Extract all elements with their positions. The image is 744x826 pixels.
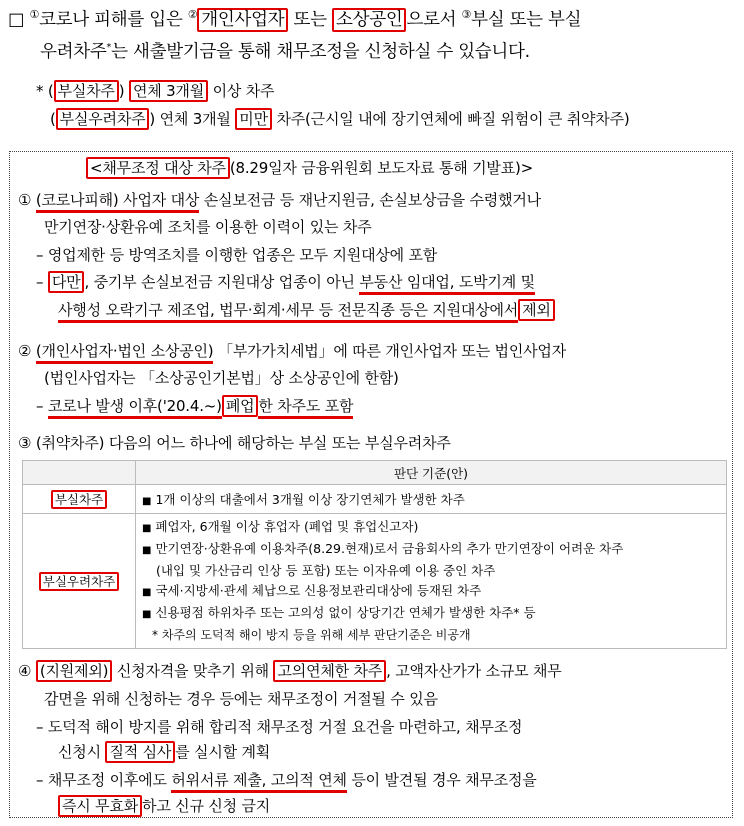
text: 다음의 어느 하나에 해당하는 부실 또는 부실우려차주 [104, 434, 451, 452]
circled-num: ③ [18, 434, 32, 452]
intro-line-1 [8, 6, 581, 31]
table-row [23, 514, 727, 649]
text: 를 실시할 계획 [175, 743, 271, 761]
underline: 한 차주도 포함 [258, 397, 353, 419]
text: 이상 차주 [208, 82, 275, 100]
highlight-box: 폐업 [222, 395, 259, 417]
list-item: (내입 및 가산금리 인상 등 포함) 또는 이자유예 이용 중인 차주 [156, 563, 496, 578]
section-4-line-1 [18, 660, 562, 681]
text: – [36, 273, 48, 291]
text: ) [118, 82, 125, 100]
circled-num: ③ [461, 8, 472, 22]
circled-num: ① [18, 191, 32, 209]
list-item: ■ 1개 이상의 대출에서 3개월 이상 장기연체가 발생한 차주 [142, 492, 465, 507]
row-label-cell [23, 485, 136, 514]
text: 등이 발견될 경우 채무조정을 [346, 771, 537, 789]
highlight-box: 소상공인 [332, 8, 406, 32]
list-item: ■ 만기연장·상환유예 이용차주(8.29.현재)로서 금융회사의 추가 만기연장이 어려운 차주 [142, 539, 720, 561]
highlight-box: <채무조정 대상 차주 [86, 157, 230, 179]
highlight-box: 즉시 무효화 [58, 795, 142, 817]
table-corner [23, 461, 136, 485]
section-4-dash-4 [58, 795, 270, 816]
highlight-box: 부실차주 [51, 490, 107, 509]
row-text-cell [136, 514, 727, 649]
highlight-box: 질적 심사 [105, 741, 175, 763]
highlight-box: 다만 [48, 271, 85, 293]
highlight-box: 개인사업자 [197, 8, 288, 32]
text: 차주(근시일 내에 장기연체에 빠질 위험이 큰 취약차주) [271, 110, 630, 128]
table-row [23, 485, 727, 514]
highlight-box: 부실우려차주 [39, 572, 119, 591]
section-1-dash-1: – 영업제한 등 방역조치를 이행한 업종은 모두 지원대상에 포함 [36, 246, 438, 264]
table-footnote: * 차주의 도덕적 해이 방지 등을 위해 세부 판단기준은 비공개 [152, 628, 471, 642]
text: 부실 또는 부실 [471, 10, 582, 30]
checkbox-glyph: □ [8, 10, 30, 30]
row-text-cell [136, 485, 727, 514]
text: 「부가가치세법」에 따른 개인사업자 또는 법인사업자 [213, 342, 567, 360]
text: 신청시 [58, 743, 106, 761]
section-1-dash-3 [58, 299, 555, 320]
underline: (개인사업자·법인 소상공인) [36, 342, 214, 364]
section-2-line-1 [18, 340, 566, 361]
section-1-line-1 [18, 189, 541, 210]
highlight-box: 제외 [518, 299, 555, 321]
list-item: ■ 국세·지방세·관세 체납으로 신용정보관리대상에 등재된 차주 [142, 581, 720, 603]
section-4-dash-1: – 도덕적 해이 방지를 위해 합리적 채무조정 거절 요건을 마련하고, 채무조정 [36, 718, 523, 736]
circled-num: ④ [18, 662, 32, 680]
text: 으로서 [406, 10, 462, 30]
text: – 채무조정 이후에도 [36, 771, 172, 789]
text: 는 새출발기금을 통해 [111, 42, 277, 62]
section-4-dash-2 [58, 741, 270, 762]
text: , 고액자산가가 소규모 채무 [386, 662, 562, 680]
circled-num: ② [18, 342, 32, 360]
text: 손실보전금 등 재난지원금, 손실보상금을 수령했거나 [199, 191, 541, 209]
text: 하고 신규 신청 금지 [142, 797, 271, 815]
underline: 코로나 발생 이후('20.4.~) [48, 397, 222, 419]
underline: (코로나피해) 사업자 대상 [36, 191, 199, 213]
text: 신청자격을 맞추기 위해 [112, 662, 274, 680]
text: (취약차주) [35, 434, 105, 452]
row-label-cell [23, 514, 136, 649]
text: 우려차주 [40, 42, 107, 62]
text: 채무조정 [276, 42, 343, 62]
section-4-line-2: 감면을 위해 신청하는 경우 등에는 채무조정이 거절될 수 있음 [44, 690, 438, 708]
table-header-row [23, 461, 727, 485]
text: 또는 [288, 10, 333, 30]
section-2-dash-1 [36, 395, 353, 416]
text: (8.29일자 금융위원회 보도자료 통해 기발표)> [229, 159, 534, 177]
text: 코로나 피해를 입은 [39, 10, 188, 30]
highlight-box: 부실우려차주 [56, 108, 150, 130]
text: ) 연체 3개월 [149, 110, 236, 128]
section-4-dash-3 [36, 769, 537, 790]
underline: 허위서류 제출, 고의적 연체 [171, 771, 346, 793]
section-2-line-2: (법인사업자는 「소상공인기본법」상 소상공인에 한함) [44, 369, 399, 387]
text: – [36, 397, 48, 415]
text: ( [50, 110, 56, 128]
footnote-mark: * [106, 42, 112, 54]
circled-num: ② [187, 8, 198, 22]
underline: 사행성 오락기구 제조업, 법무·회계·세무 등 전문직종 등은 지원대상에서 [58, 301, 518, 323]
text: * ( [36, 82, 54, 100]
table-header: 판단 기준(안) [136, 461, 727, 485]
highlight-box: (지원제외) [36, 660, 112, 682]
note-line-2 [50, 108, 630, 129]
section-1-dash-2 [36, 271, 535, 292]
list-item: ■ 신용평점 하위차주 또는 고의성 없이 상당기간 연체가 발생한 차주* 등 [142, 603, 720, 625]
highlight-box: 부실차주 [54, 80, 119, 102]
text: 을 신청하실 수 있습니다. [342, 42, 530, 62]
list-item: ■ 폐업자, 6개월 이상 휴업자 (폐업 및 휴업신고자) [142, 517, 720, 539]
text: , 중기부 손실보전금 지원대상 업종이 아닌 [84, 273, 360, 291]
box-title [86, 157, 533, 178]
section-1-line-2: 만기연장·상환유예 조치를 이용한 이력이 있는 차주 [44, 218, 372, 236]
criteria-table [22, 460, 727, 649]
note-line-1 [36, 80, 274, 101]
highlight-box: 고의연체한 차주 [273, 660, 386, 682]
intro-line-2 [40, 38, 530, 63]
circled-num: ① [29, 8, 40, 22]
section-3-line-1 [18, 432, 451, 453]
highlight-box: 미만 [235, 108, 272, 130]
underline: 부동산 임대업, 도박기계 및 [359, 273, 534, 295]
highlight-box: 연체 3개월 [129, 80, 208, 102]
